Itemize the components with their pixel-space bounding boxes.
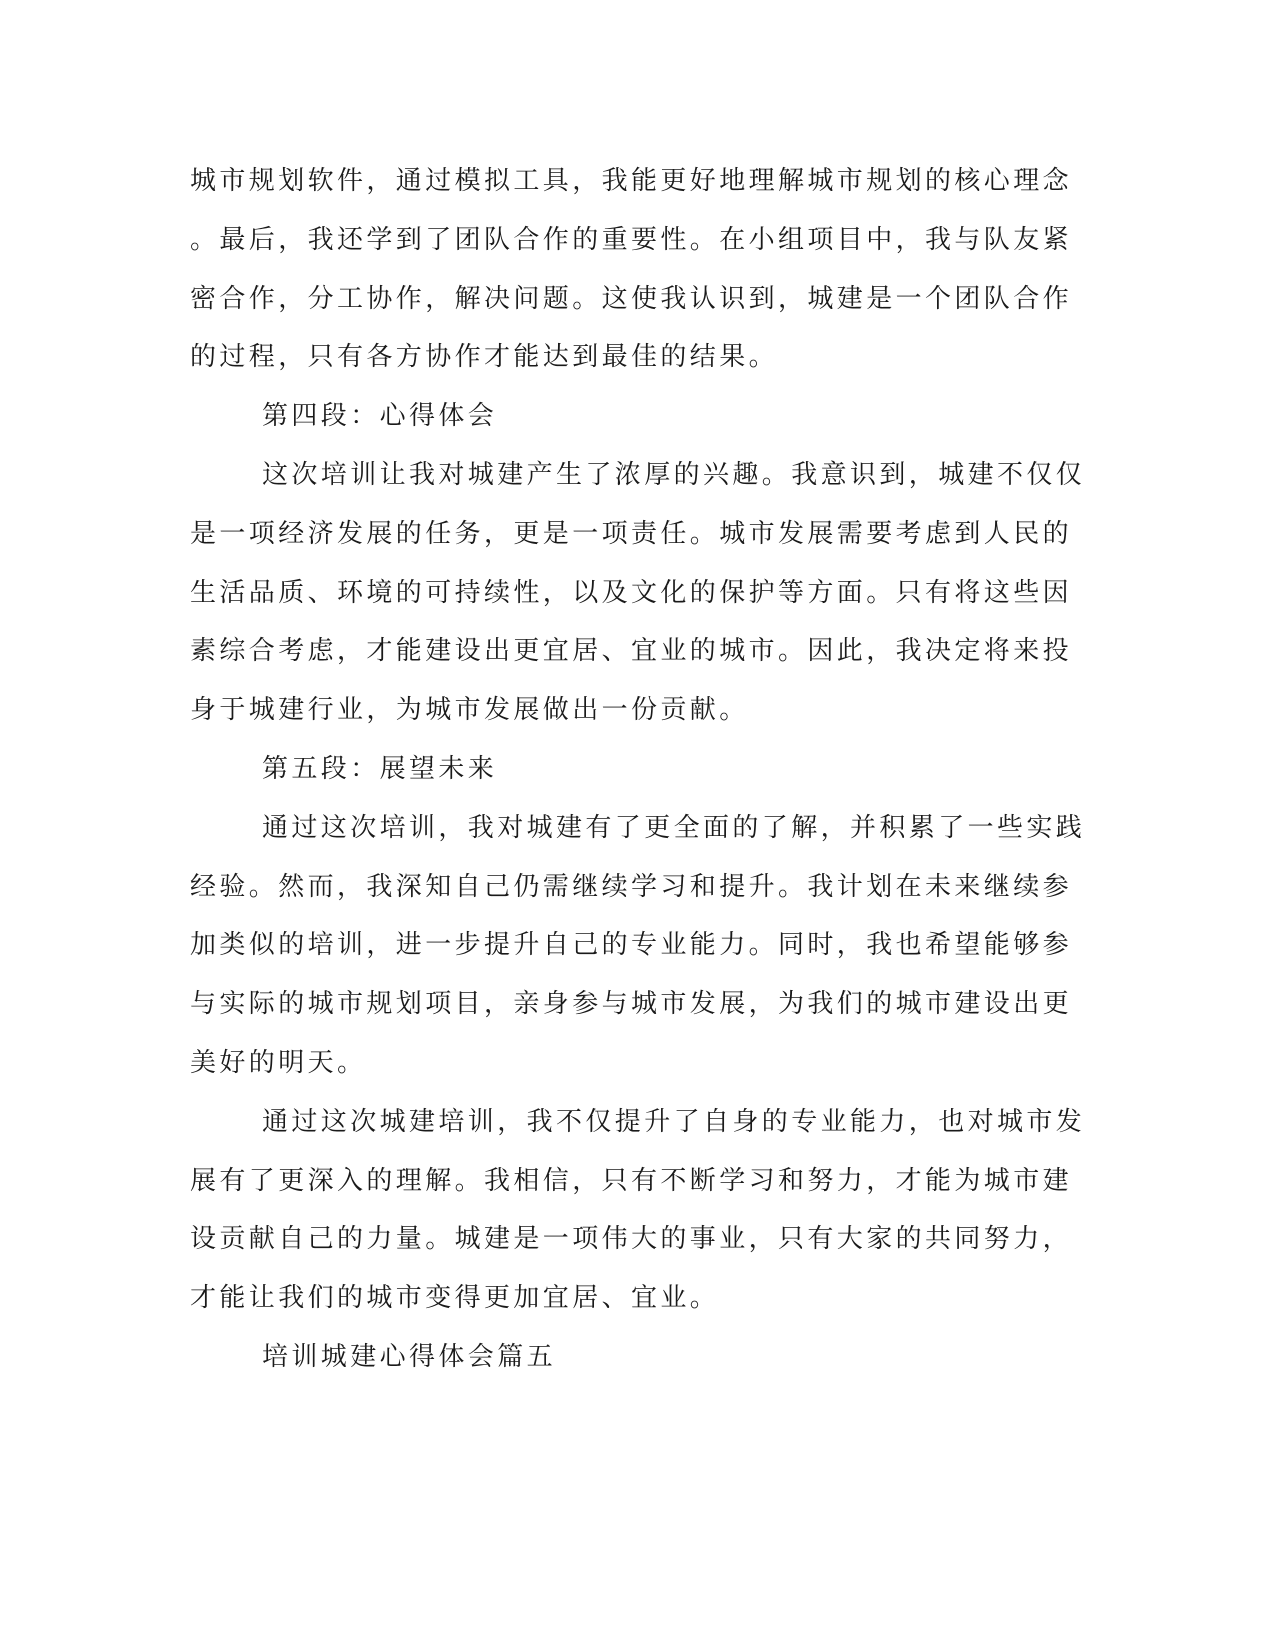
section-heading: 第五段：展望未来 [262,754,498,784]
paragraph-line: 加类似的培训，进一步提升自己的专业能力。同时，我也希望能够参 [190,930,1073,960]
paragraph-line: 的过程，只有各方协作才能达到最佳的结果。 [190,342,779,372]
paragraph-line: 经验。然而，我深知自己仍需继续学习和提升。我计划在未来继续参 [190,872,1073,902]
paragraph-line: 设贡献自己的力量。城建是一项伟大的事业，只有大家的共同努力， [190,1224,1073,1254]
paragraph-line: 通过这次培训，我对城建有了更全面的了解，并积累了一些实践 [262,813,1086,843]
paragraph-line: 。最后，我还学到了团队合作的重要性。在小组项目中，我与队友紧 [190,225,1073,255]
paragraph-line: 这次培训让我对城建产生了浓厚的兴趣。我意识到，城建不仅仅 [262,460,1086,490]
paragraph-line: 是一项经济发展的任务，更是一项责任。城市发展需要考虑到人民的 [190,519,1073,549]
paragraph-line: 与实际的城市规划项目，亲身参与城市发展，为我们的城市建设出更 [190,989,1073,1019]
paragraph-line: 密合作，分工协作，解决问题。这使我认识到，城建是一个团队合作 [190,284,1073,314]
paragraph-line: 才能让我们的城市变得更加宜居、宜业。 [190,1283,720,1313]
section-heading: 第四段：心得体会 [262,401,498,431]
paragraph-line: 展有了更深入的理解。我相信，只有不断学习和努力，才能为城市建 [190,1166,1073,1196]
paragraph-line: 美好的明天。 [190,1048,367,1078]
section-heading: 培训城建心得体会篇五 [262,1342,557,1372]
paragraph-line: 通过这次城建培训，我不仅提升了自身的专业能力，也对城市发 [262,1107,1086,1137]
paragraph-line: 身于城建行业，为城市发展做出一份贡献。 [190,695,749,725]
paragraph-line: 素综合考虑，才能建设出更宜居、宜业的城市。因此，我决定将来投 [190,636,1073,666]
paragraph-line: 生活品质、环境的可持续性，以及文化的保护等方面。只有将这些因 [190,578,1073,608]
paragraph-line: 城市规划软件，通过模拟工具，我能更好地理解城市规划的核心理念 [190,166,1073,196]
